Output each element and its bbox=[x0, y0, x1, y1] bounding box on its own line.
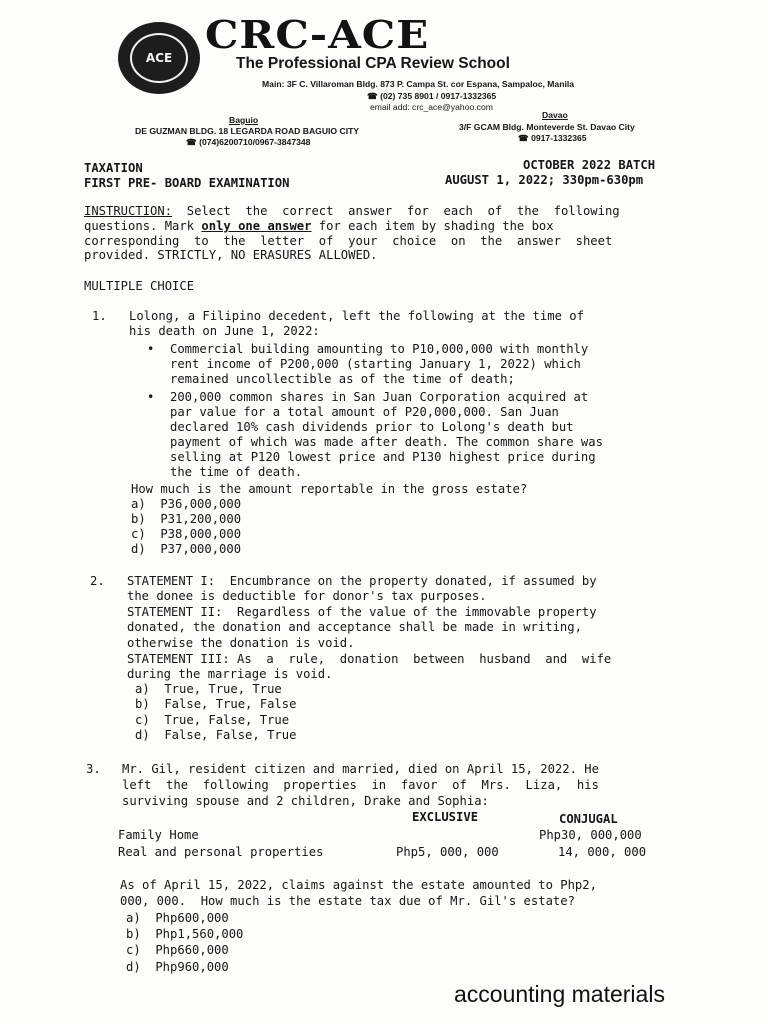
school-brand-name: CRC-ACE bbox=[205, 12, 430, 58]
q3-row-2-label: Real and personal properties bbox=[118, 845, 324, 859]
q1-stem-line-2: his death on June 1, 2022: bbox=[129, 324, 320, 338]
q1-stem-line-1: Lolong, a Filipino decedent, left the following at the time of bbox=[129, 309, 584, 323]
exam-date-time: AUGUST 1, 2022; 330pm-630pm bbox=[445, 173, 644, 187]
q1-bullet-1-line-2: rent income of P200,000 (starting January 1, 2022) which bbox=[170, 357, 581, 371]
exam-subject: TAXATION bbox=[84, 161, 143, 175]
instruction-line-2-pre: questions. Mark bbox=[84, 219, 202, 233]
q1-bullet-2-line-2: par value for a total amount of P20,000,000. San Juan bbox=[170, 405, 559, 419]
q3-number: 3. bbox=[86, 762, 101, 776]
q3-stem-line-2: left the following properties in favor of Mrs. Liza, his bbox=[122, 778, 599, 792]
q1-option-d: d) P37,000,000 bbox=[131, 542, 242, 556]
instruction-line-1-text: Select the correct answer for each of the following bbox=[172, 204, 620, 218]
baguio-address: DE GUZMAN BLDG. 18 LEGARDA ROAD BAGUIO CITY bbox=[135, 126, 360, 136]
q1-bullet-2-line-5: selling at P120 lowest price and P130 highest price during bbox=[170, 450, 596, 464]
q3-option-a: a) Php600,000 bbox=[126, 911, 229, 925]
bullet-icon: • bbox=[147, 342, 155, 356]
q3-row-1-label: Family Home bbox=[118, 828, 199, 842]
q2-line: during the marriage is void. bbox=[127, 667, 333, 681]
q1-option-c: c) P38,000,000 bbox=[131, 527, 242, 541]
baguio-phone: ☎ (074)6200710/0967-3847348 bbox=[186, 137, 311, 147]
q1-number: 1. bbox=[92, 309, 107, 323]
q3-claims-line-2: 000, 000. How much is the estate tax due of Mr. Gil's estate? bbox=[120, 894, 575, 908]
q3-stem-line-1: Mr. Gil, resident citizen and married, died on April 15, 2022. He bbox=[122, 762, 599, 776]
instruction-emphasis: only one answer bbox=[201, 219, 312, 233]
q2-option-b: b) False, True, False bbox=[135, 697, 297, 711]
q2-line: the donee is deductible for donor's tax purposes. bbox=[127, 589, 487, 603]
davao-address: 3/F GCAM Bldg. Monteverde St. Davao City bbox=[459, 122, 635, 132]
q2-number: 2. bbox=[90, 574, 105, 588]
q1-bullet-2-line-4: payment of which was made after death. The common share was bbox=[170, 435, 603, 449]
q2-line: otherwise the donation is void. bbox=[127, 636, 355, 650]
davao-label: Davao bbox=[542, 110, 568, 120]
q1-bullet-1-line-3: remained uncollectible as of the time of death; bbox=[170, 372, 515, 386]
instruction-line-4: provided. STRICTLY, NO ERASURES ALLOWED. bbox=[84, 248, 378, 262]
q3-option-b: b) Php1,560,000 bbox=[126, 927, 244, 941]
school-logo bbox=[118, 22, 200, 94]
q3-row-2-conjugal: 14, 000, 000 bbox=[558, 845, 647, 859]
q2-line: STATEMENT II: Regardless of the value of the immovable property bbox=[127, 605, 597, 619]
q1-bullet-1-line-1: Commercial building amounting to P10,000,000 with monthly bbox=[170, 342, 589, 356]
q3-col-conjugal: CONJUGAL bbox=[559, 812, 618, 826]
main-address: Main: 3F C. Villaroman Bldg. 873 P. Campa St. cor Espana, Sampaloc, Manila bbox=[262, 79, 575, 89]
q3-option-d: d) Php960,000 bbox=[126, 960, 229, 974]
q1-question: How much is the amount reportable in the gross estate? bbox=[131, 482, 528, 496]
q3-row-1-conjugal: Php30, 000,000 bbox=[539, 828, 642, 842]
instruction-line-2 bbox=[84, 219, 554, 235]
q1-bullet-2-line-3: declared 10% cash dividends prior to Lolong's death but bbox=[170, 420, 574, 434]
davao-phone: ☎ 0917-1332365 bbox=[518, 133, 587, 143]
q2-line: STATEMENT I: Encumbrance on the property donated, if assumed by bbox=[127, 574, 597, 588]
bullet-icon: • bbox=[147, 390, 155, 404]
main-phone: ☎ (02) 735 8901 / 0917-1332365 bbox=[367, 91, 497, 101]
q3-col-exclusive: EXCLUSIVE bbox=[412, 810, 479, 824]
q1-bullet-2-line-1: 200,000 common shares in San Juan Corporation acquired at bbox=[170, 390, 589, 404]
baguio-label: Baguio bbox=[229, 115, 259, 125]
q3-option-c: c) Php660,000 bbox=[126, 943, 229, 957]
q1-option-b: b) P31,200,000 bbox=[131, 512, 242, 526]
q2-option-d: d) False, False, True bbox=[135, 728, 297, 742]
logo-seal-icon bbox=[130, 33, 188, 83]
q3-claims-line-1: As of April 15, 2022, claims against the estate amounted to Php2, bbox=[120, 878, 597, 892]
instruction-line-2-post: for each item by shading the box bbox=[311, 219, 554, 233]
q1-bullet-2-line-6: the time of death. bbox=[170, 465, 303, 479]
q1-option-a: a) P36,000,000 bbox=[131, 497, 242, 511]
watermark-caption: accounting materials bbox=[454, 981, 665, 1007]
instruction-line-3: corresponding to the letter of your choice on the answer sheet bbox=[84, 234, 613, 248]
main-email: email add: crc_ace@yahoo.com bbox=[370, 102, 493, 112]
q2-option-a: a) True, True, True bbox=[135, 682, 282, 696]
section-label: MULTIPLE CHOICE bbox=[84, 279, 195, 293]
q2-line: STATEMENT III: As a rule, donation between husband and wife bbox=[127, 652, 612, 666]
exam-title: FIRST PRE- BOARD EXAMINATION bbox=[84, 176, 290, 190]
q2-option-c: c) True, False, True bbox=[135, 713, 290, 727]
instruction-label: INSTRUCTION: bbox=[84, 204, 173, 218]
instruction-line-1 bbox=[84, 204, 620, 220]
school-tagline: The Professional CPA Review School bbox=[236, 55, 510, 72]
q3-row-2-exclusive: Php5, 000, 000 bbox=[396, 845, 499, 859]
q2-line: donated, the donation and acceptance shall be made in writing, bbox=[127, 620, 582, 634]
exam-batch: OCTOBER 2022 BATCH bbox=[523, 158, 656, 172]
logo-text: ACE bbox=[145, 51, 173, 65]
q3-stem-line-3: surviving spouse and 2 children, Drake and Sophia: bbox=[122, 794, 489, 808]
